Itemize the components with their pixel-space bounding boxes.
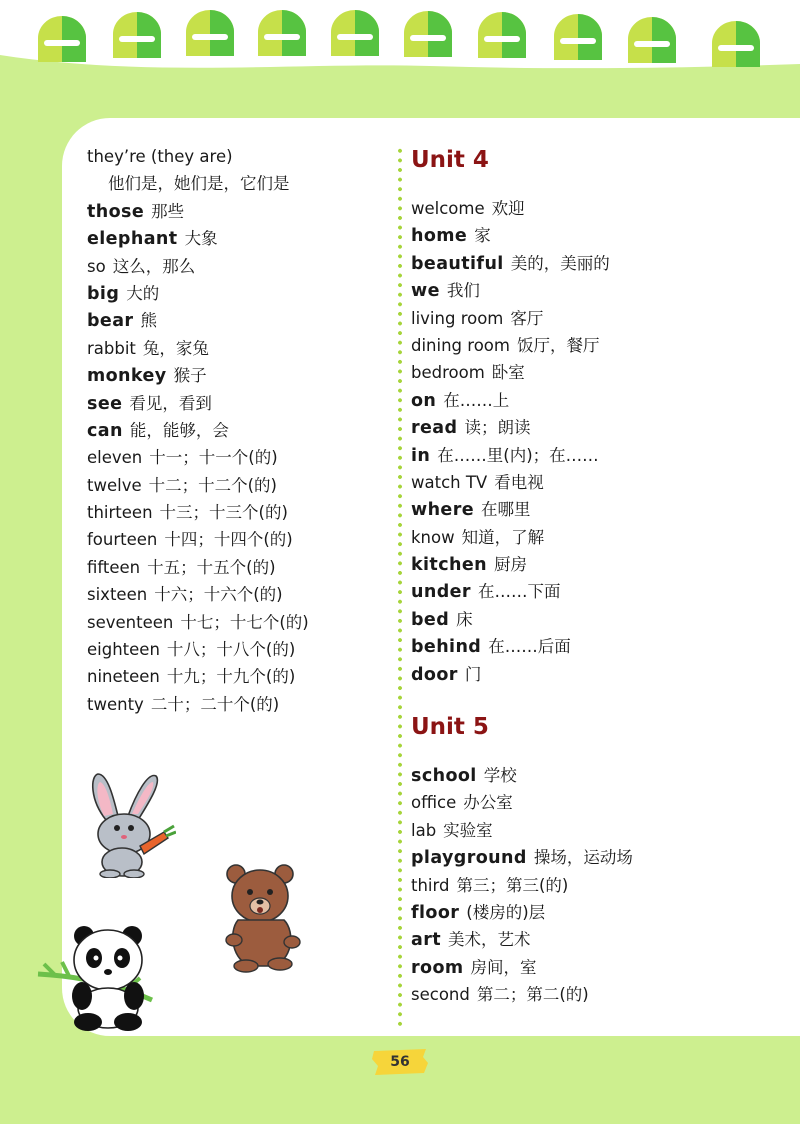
vocab-meaning: 十八；十八个(的)	[166, 640, 296, 660]
panda-illustration	[36, 918, 154, 1032]
vocab-word: lab	[411, 820, 437, 840]
vocab-entry	[411, 981, 791, 1008]
vocab-word: twelve	[87, 475, 142, 495]
vocab-meaning: 操场，运动场	[533, 848, 633, 868]
vocab-entry	[411, 762, 791, 789]
vocab-meaning: (楼房的)层	[466, 902, 546, 922]
rabbit-illustration	[84, 770, 176, 878]
vocab-entry	[87, 526, 377, 553]
vocab-word: bear	[87, 311, 134, 332]
vocab-meaning: 十七；十七个(的)	[180, 612, 309, 632]
vocab-meaning: 看电视	[494, 472, 544, 492]
vocab-word: in	[411, 445, 431, 466]
vocab-word: seventeen	[87, 612, 174, 632]
vocab-meaning: 这么，那么	[112, 256, 196, 276]
vocab-meaning: 大的	[126, 283, 160, 303]
vocab-word: they’re (they are)	[87, 147, 233, 166]
vocab-meaning: 在……后面	[488, 637, 571, 657]
vocab-entry	[87, 444, 377, 471]
vocab-word: nineteen	[87, 667, 160, 687]
vocab-entry	[87, 581, 377, 608]
vocab-word: can	[87, 420, 123, 441]
vocab-word: thirteen	[87, 503, 153, 523]
vocab-meaning: 在……上	[443, 390, 510, 410]
vocab-meaning: 房间，室	[470, 957, 537, 977]
vocab-word: behind	[411, 637, 482, 658]
vocab-entry	[87, 225, 377, 252]
vocab-entry	[411, 844, 791, 871]
vocab-word: kitchen	[411, 555, 487, 576]
vocab-word: under	[411, 582, 471, 603]
vocab-entry	[87, 280, 377, 307]
vocab-entry	[87, 143, 377, 170]
unit5-list	[411, 762, 791, 1009]
vocab-meaning: 大象	[184, 229, 218, 249]
unit4-title: Unit 4	[411, 147, 489, 173]
vocab-entry	[87, 663, 377, 690]
vocab-meaning: 那些	[151, 201, 185, 221]
vocab-entry	[87, 198, 377, 225]
vocab-word: eighteen	[87, 640, 160, 660]
vocab-word: dining room	[411, 335, 510, 355]
vocab-entry	[411, 469, 791, 496]
vocab-entry	[87, 170, 377, 197]
vocab-meaning: 在哪里	[481, 500, 531, 520]
vocab-word: twenty	[87, 694, 144, 714]
vocab-entry	[87, 554, 377, 581]
vocab-meaning: 家	[474, 226, 491, 246]
vocab-meaning: 饭厅，餐厅	[516, 335, 600, 355]
page-number-tag	[371, 1048, 429, 1076]
vocab-word: we	[411, 281, 440, 302]
vocab-meaning: 办公室	[463, 793, 513, 813]
vocab-word: read	[411, 418, 458, 439]
vocab-word: so	[87, 256, 106, 276]
vocab-entry	[87, 636, 377, 663]
vocab-word: big	[87, 283, 120, 304]
vocab-entry	[411, 277, 791, 304]
vocab-entry	[87, 472, 377, 499]
vocab-entry	[411, 250, 791, 277]
vocab-entry	[411, 872, 791, 899]
vocab-entry	[411, 578, 791, 605]
vocab-word: monkey	[87, 366, 167, 387]
vocab-entry	[411, 222, 791, 249]
vocab-meaning: 在……里(内)；在……	[437, 445, 599, 465]
vocab-entry	[411, 606, 791, 633]
vocab-entry	[411, 954, 791, 981]
vocab-entry	[411, 817, 791, 844]
vocab-meaning: 学校	[483, 766, 517, 786]
vocab-entry	[411, 359, 791, 386]
vocab-word: bedroom	[411, 363, 485, 383]
vocab-entry	[87, 253, 377, 280]
vocab-meaning: 二十；二十个(的)	[150, 694, 280, 714]
vocab-word: school	[411, 766, 477, 787]
vocab-meaning: 第二；第二(的)	[476, 985, 589, 1005]
vocabulary-list-left	[87, 143, 377, 718]
vocab-entry	[411, 305, 791, 332]
vocab-meaning: 看见，看到	[129, 393, 212, 413]
vocab-entry	[411, 524, 791, 551]
vocab-word: welcome	[411, 199, 485, 218]
vocab-meaning: 熊	[140, 311, 157, 331]
vocab-word: rabbit	[87, 338, 136, 358]
vocab-meaning: 十一；十一个(的)	[149, 448, 278, 468]
vocab-word: eleven	[87, 448, 143, 468]
vocab-entry	[411, 332, 791, 359]
vocab-word: third	[411, 875, 450, 895]
vocab-meaning: 猴子	[173, 366, 207, 386]
vocab-meaning: 美的，美丽的	[510, 253, 610, 273]
vocab-meaning: 客厅	[510, 308, 544, 328]
vocab-word: door	[411, 664, 458, 685]
vocab-word: know	[411, 527, 455, 547]
vocab-entry	[411, 661, 791, 688]
vocab-meaning: 十五；十五个(的)	[147, 557, 276, 577]
unit4-list	[411, 195, 791, 688]
vocab-word: fifteen	[87, 557, 141, 577]
vocab-meaning: 我们	[446, 281, 480, 301]
vocab-entry	[411, 387, 791, 414]
vocab-word: living room	[411, 308, 504, 328]
vocab-word: where	[411, 500, 474, 521]
vocab-meaning: 卧室	[491, 363, 525, 383]
vocab-entry	[87, 499, 377, 526]
vocab-entry	[87, 417, 377, 444]
vocab-entry	[87, 691, 377, 718]
vocab-word: sixteen	[87, 585, 148, 605]
bear-illustration	[222, 862, 306, 974]
vocab-meaning: 十二；十二个(的)	[148, 475, 277, 495]
vocab-word: see	[87, 393, 123, 414]
vocab-entry	[411, 414, 791, 441]
vocab-entry	[411, 496, 791, 523]
vocab-word: elephant	[87, 229, 178, 250]
binder-tabs-graphic	[0, 0, 800, 110]
vocab-meaning: 厨房	[493, 555, 527, 575]
vocab-meaning: 他们是，她们是，它们是	[108, 174, 290, 194]
vocab-entry	[411, 899, 791, 926]
vocab-word: floor	[411, 902, 460, 923]
vocab-meaning: 欢迎	[491, 199, 525, 218]
vocab-word: bed	[411, 609, 450, 630]
vocab-word: playground	[411, 848, 527, 869]
vocab-word: fourteen	[87, 530, 158, 550]
vocab-meaning: 兔，家兔	[142, 338, 209, 358]
vocab-meaning: 美术，艺术	[448, 930, 531, 950]
vocab-entry	[411, 442, 791, 469]
vocab-word: room	[411, 957, 464, 978]
header-decoration	[0, 0, 800, 100]
vocab-entry	[411, 551, 791, 578]
vocab-entry	[87, 362, 377, 389]
column-divider	[398, 146, 402, 1026]
vocab-word: on	[411, 390, 437, 411]
vocab-meaning: 十六；十六个(的)	[154, 585, 283, 605]
vocab-entry	[411, 195, 791, 222]
vocab-meaning: 知道，了解	[461, 527, 545, 547]
vocab-entry	[411, 789, 791, 816]
unit5-title: Unit 5	[411, 714, 489, 741]
page-number: 56	[390, 1054, 410, 1070]
vocab-meaning: 实验室	[443, 820, 493, 840]
vocab-meaning: 在……下面	[477, 582, 561, 602]
vocab-meaning: 十三；十三个(的)	[159, 503, 288, 523]
vocab-entry	[87, 307, 377, 334]
vocab-entry	[411, 926, 791, 953]
vocab-meaning: 床	[456, 609, 473, 629]
vocab-meaning: 读；朗读	[464, 418, 531, 438]
vocab-meaning: 十九；十九个(的)	[166, 667, 296, 687]
vocab-meaning: 能，能够，会	[129, 420, 229, 440]
vocab-meaning: 第三；第三(的)	[456, 875, 569, 895]
vocab-entry	[87, 609, 377, 636]
vocab-word: beautiful	[411, 253, 504, 274]
vocabulary-list-right	[411, 143, 791, 1009]
vocab-entry	[87, 335, 377, 362]
vocab-word: second	[411, 985, 470, 1005]
vocab-word: office	[411, 793, 457, 813]
vocab-entry	[411, 633, 791, 660]
vocab-meaning: 十四；十四个(的)	[164, 530, 293, 550]
vocab-entry	[87, 390, 377, 417]
vocab-word: art	[411, 930, 442, 951]
vocab-word: those	[87, 201, 145, 222]
vocab-meaning: 门	[464, 664, 482, 684]
vocab-word: watch TV	[411, 472, 488, 492]
vocab-word: home	[411, 226, 468, 247]
